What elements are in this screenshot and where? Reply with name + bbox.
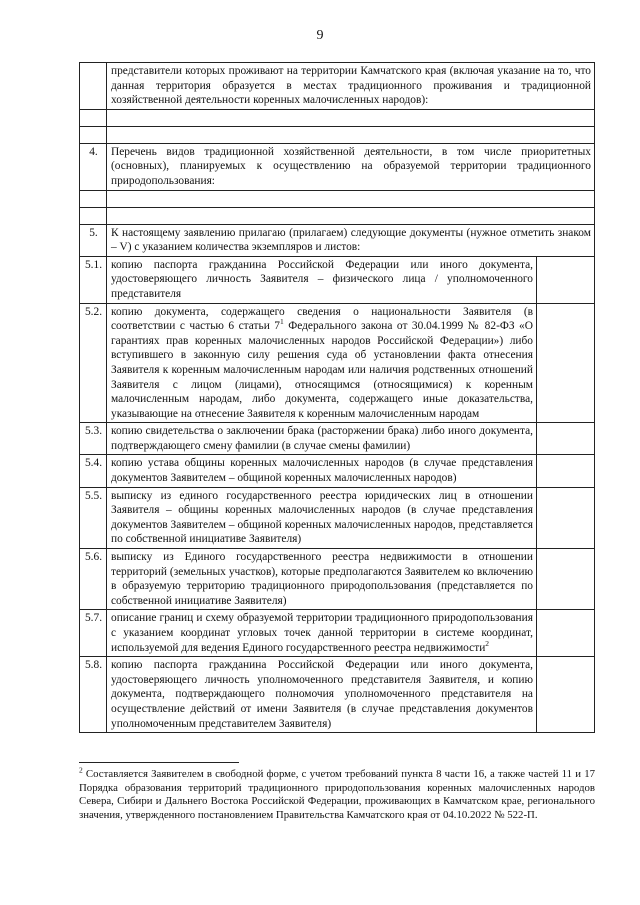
item-number: 5.7. <box>80 610 107 657</box>
intro-answer-row <box>80 109 595 126</box>
application-form-table <box>79 62 595 733</box>
item-mark-field[interactable] <box>537 455 595 487</box>
item-number: 5.3. <box>80 423 107 455</box>
footnote-text: Составляется Заявителем в свободной форме, с учетом требований пункта 8 части 16, а также частей 11 и 17 Порядка образования территорий традиционного природопользования коренных малочисленных народов Севера, Сибири и Дальнего Востока Российской Федерации, проживающих в Камчатском крае, регионального значения, утвержденного постановлением Правительства Камчатского края от 04.10.2022 № 522-П. <box>79 768 595 822</box>
item-row <box>80 610 595 657</box>
item-row <box>80 657 595 733</box>
item-mark-field[interactable] <box>537 487 595 548</box>
section-4-text: Перечень видов традиционной хозяйственной деятельности, в том числе приоритетных (основных), планируемых к осуществлению на образуемой территории традиционного природопользования: <box>107 143 595 190</box>
item-number: 5.2. <box>80 303 107 423</box>
item-row <box>80 303 595 423</box>
section-4-row <box>80 143 595 190</box>
section-4-answer-row <box>80 190 595 207</box>
item-row <box>80 549 595 610</box>
item-number: 5.6. <box>80 549 107 610</box>
intro-text: представители которых проживают на территории Камчатского края (включая указание на то, что данная территория образуется в местах традиционного проживания и традиционной хозяйственной деятельности коренных малочисленных народов): <box>107 63 595 110</box>
item-text: копию свидетельства о заключении брака (расторжении брака) либо иного документа, подтверждающего смену фамилии (в случае смены фамилии) <box>107 423 537 455</box>
item-row <box>80 487 595 548</box>
section-4-number: 4. <box>80 143 107 190</box>
intro-number-cell <box>80 63 107 110</box>
item-number: 5.8. <box>80 657 107 733</box>
item-text: копию паспорта гражданина Российской Федерации или иного документа, удостоверяющего личность уполномоченного представителя Заявителя, и копию документа, подтверждающего полномочия уполномоченного представителя на осуществление действий от имени Заявителя (в случае представления документов уполномоченным представителем Заявителя) <box>107 657 537 733</box>
footnote <box>79 765 595 823</box>
item-text: выписку из Единого государственного реестра недвижимости в отношении территорий (земельных участков), которые предполагаются Заявителем ко включению в образуемую территорию традиционного природопользования (представляется по собственной инициативе Заявителя) <box>107 549 537 610</box>
item-mark-field[interactable] <box>537 256 595 303</box>
section-5-number: 5. <box>80 224 107 256</box>
item-mark-field[interactable] <box>537 549 595 610</box>
item-mark-field[interactable] <box>537 657 595 733</box>
section-5-row <box>80 224 595 256</box>
spacer-row <box>80 207 595 224</box>
item-mark-field[interactable] <box>537 423 595 455</box>
item-number: 5.4. <box>80 455 107 487</box>
item-number: 5.1. <box>80 256 107 303</box>
item-row <box>80 256 595 303</box>
item-text: копию документа, содержащего сведения о национальности Заявителя (в соответствии с частью 6 статьи $7^1$ Федерального закона от 30.04.1999 № 82-ФЗ «О гарантиях прав коренных малочисленных народов Российской Федерации») либо вступившего в законную силу решения суда об установлении факта отнесения Заявителя к коренным малочисленным народам или наличия родственных отношений Заявителя с лицом (лицами), относящимся (относящимися) к коренным малочисленным народам, либо документа, содержащего иные доказательства, указывающие на отнесение Заявителя к коренным малочисленным народам <box>107 303 537 423</box>
footnote-ref: 1 <box>279 317 284 327</box>
item-row <box>80 455 595 487</box>
footnote-divider <box>79 762 239 763</box>
intro-row <box>80 63 595 110</box>
item-mark-field[interactable] <box>537 303 595 423</box>
footnote-ref: 2 <box>485 638 490 648</box>
item-number: 5.5. <box>80 487 107 548</box>
item-text: копию паспорта гражданина Российской Федерации или иного документа, удостоверяющего личность Заявителя – физического лица / уполномоченного представителя <box>107 256 537 303</box>
item-text: копию устава общины коренных малочисленных народов (в случае представления документов Заявителем – общиной коренных малочисленных народов) <box>107 455 537 487</box>
intro-answer-field[interactable] <box>107 109 595 126</box>
footnote-mark: 2 <box>79 765 83 775</box>
spacer-row <box>80 126 595 143</box>
item-row <box>80 423 595 455</box>
item-mark-field[interactable] <box>537 610 595 657</box>
item-text: выписку из единого государственного реестра юридических лиц в отношении Заявителя – общины коренных малочисленных народов (в случае представления документов Заявителем – общиной коренных малочисленных народов, представляется по собственной инициативе Заявителя) <box>107 487 537 548</box>
page-number: 9 <box>316 28 324 43</box>
section-5-text: К настоящему заявлению прилагаю (прилагаем) следующие документы (нужное отметить знаком – V) с указанием количества экземпляров и листов: <box>107 224 595 256</box>
section-4-answer-field[interactable] <box>107 190 595 207</box>
item-text: описание границ и схему образуемой территории традиционного природопользования с указанием координат угловых точек данной территории в системе координат, используемой для ведения Единого государственного реестра недвижимости$^2$ <box>107 610 537 657</box>
